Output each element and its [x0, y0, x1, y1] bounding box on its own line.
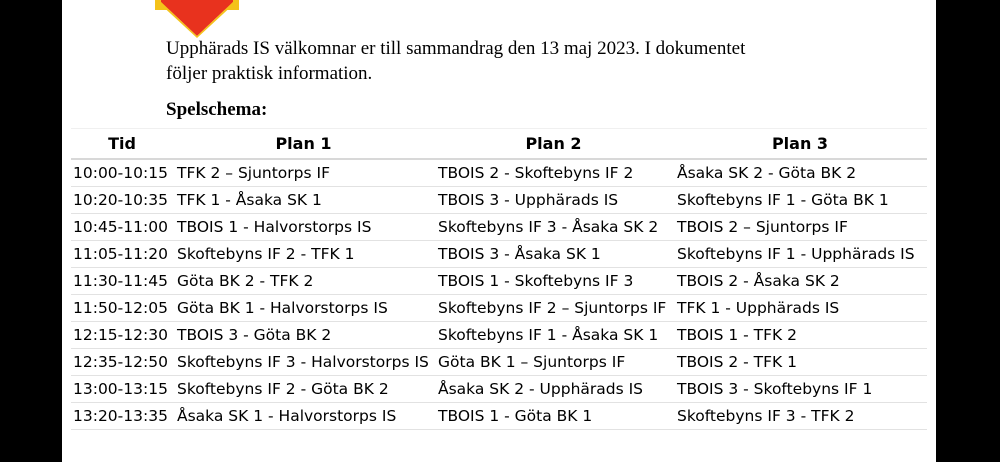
table-row: [71, 268, 927, 295]
header-time: Tid: [71, 129, 173, 160]
cell-time: 11:30-11:45: [71, 268, 173, 295]
cell-time: 13:20-13:35: [71, 403, 173, 430]
cell-time: 10:45-11:00: [71, 214, 173, 241]
cell-plan-2: TBOIS 1 - Göta BK 1: [434, 403, 673, 430]
intro-line-2: följer praktisk information.: [166, 63, 373, 84]
club-logo-icon: [155, 0, 239, 38]
cell-time: 10:20-10:35: [71, 187, 173, 214]
cell-plan-3: TBOIS 1 - TFK 2: [673, 322, 927, 349]
intro-text: [166, 36, 866, 86]
cell-plan-2: TBOIS 3 - Upphärads IS: [434, 187, 673, 214]
table-row: [71, 403, 927, 430]
cell-plan-3: TBOIS 2 - TFK 1: [673, 349, 927, 376]
cell-plan-1: Skoftebyns IF 3 - Halvorstorps IS: [173, 349, 434, 376]
table-row: [71, 322, 927, 349]
cell-plan-3: TBOIS 3 - Skoftebyns IF 1: [673, 376, 927, 403]
cell-time: 12:35-12:50: [71, 349, 173, 376]
cell-plan-2: TBOIS 2 - Skoftebyns IF 2: [434, 159, 673, 187]
cell-plan-2: TBOIS 3 - Åsaka SK 1: [434, 241, 673, 268]
cell-plan-1: TBOIS 3 - Göta BK 2: [173, 322, 434, 349]
table-row: [71, 187, 927, 214]
cell-plan-3: Skoftebyns IF 3 - TFK 2: [673, 403, 927, 430]
document-page: [62, 0, 936, 462]
cell-time: 11:05-11:20: [71, 241, 173, 268]
header-plan-2: Plan 2: [434, 129, 673, 160]
cell-plan-3: TFK 1 - Upphärads IS: [673, 295, 927, 322]
cell-plan-2: Skoftebyns IF 2 – Sjuntorps IF: [434, 295, 673, 322]
table-row: [71, 295, 927, 322]
cell-plan-2: Skoftebyns IF 1 - Åsaka SK 1: [434, 322, 673, 349]
table-row: [71, 349, 927, 376]
cell-plan-1: Göta BK 1 - Halvorstorps IS: [173, 295, 434, 322]
cell-plan-3: Åsaka SK 2 - Göta BK 2: [673, 159, 927, 187]
cell-plan-2: Åsaka SK 2 - Upphärads IS: [434, 376, 673, 403]
cell-plan-3: Skoftebyns IF 1 - Göta BK 1: [673, 187, 927, 214]
table-row: [71, 214, 927, 241]
cell-time: 10:00-10:15: [71, 159, 173, 187]
cell-time: 12:15-12:30: [71, 322, 173, 349]
table-row: [71, 376, 927, 403]
cell-time: 13:00-13:15: [71, 376, 173, 403]
table-row: [71, 241, 927, 268]
header-plan-3: Plan 3: [673, 129, 927, 160]
header-plan-1: Plan 1: [173, 129, 434, 160]
cell-plan-1: TBOIS 1 - Halvorstorps IS: [173, 214, 434, 241]
cell-plan-1: Åsaka SK 1 - Halvorstorps IS: [173, 403, 434, 430]
cell-plan-1: TFK 1 - Åsaka SK 1: [173, 187, 434, 214]
cell-plan-3: TBOIS 2 - Åsaka SK 2: [673, 268, 927, 295]
cell-plan-1: Göta BK 2 - TFK 2: [173, 268, 434, 295]
cell-time: 11:50-12:05: [71, 295, 173, 322]
cell-plan-2: Skoftebyns IF 3 - Åsaka SK 2: [434, 214, 673, 241]
intro-line-1: Upphärads IS välkomnar er till sammandrag den 13 maj 2023. I dokumentet: [166, 38, 746, 59]
cell-plan-2: Göta BK 1 – Sjuntorps IF: [434, 349, 673, 376]
schedule-heading: Spelschema:: [166, 99, 268, 120]
cell-plan-2: TBOIS 1 - Skoftebyns IF 3: [434, 268, 673, 295]
schedule-table: [71, 128, 927, 430]
cell-plan-1: Skoftebyns IF 2 - Göta BK 2: [173, 376, 434, 403]
cell-plan-3: TBOIS 2 – Sjuntorps IF: [673, 214, 927, 241]
table-header-row: [71, 129, 927, 160]
cell-plan-1: Skoftebyns IF 2 - TFK 1: [173, 241, 434, 268]
cell-plan-1: TFK 2 – Sjuntorps IF: [173, 159, 434, 187]
cell-plan-3: Skoftebyns IF 1 - Upphärads IS: [673, 241, 927, 268]
table-row: [71, 159, 927, 187]
schedule-body: [71, 159, 927, 430]
